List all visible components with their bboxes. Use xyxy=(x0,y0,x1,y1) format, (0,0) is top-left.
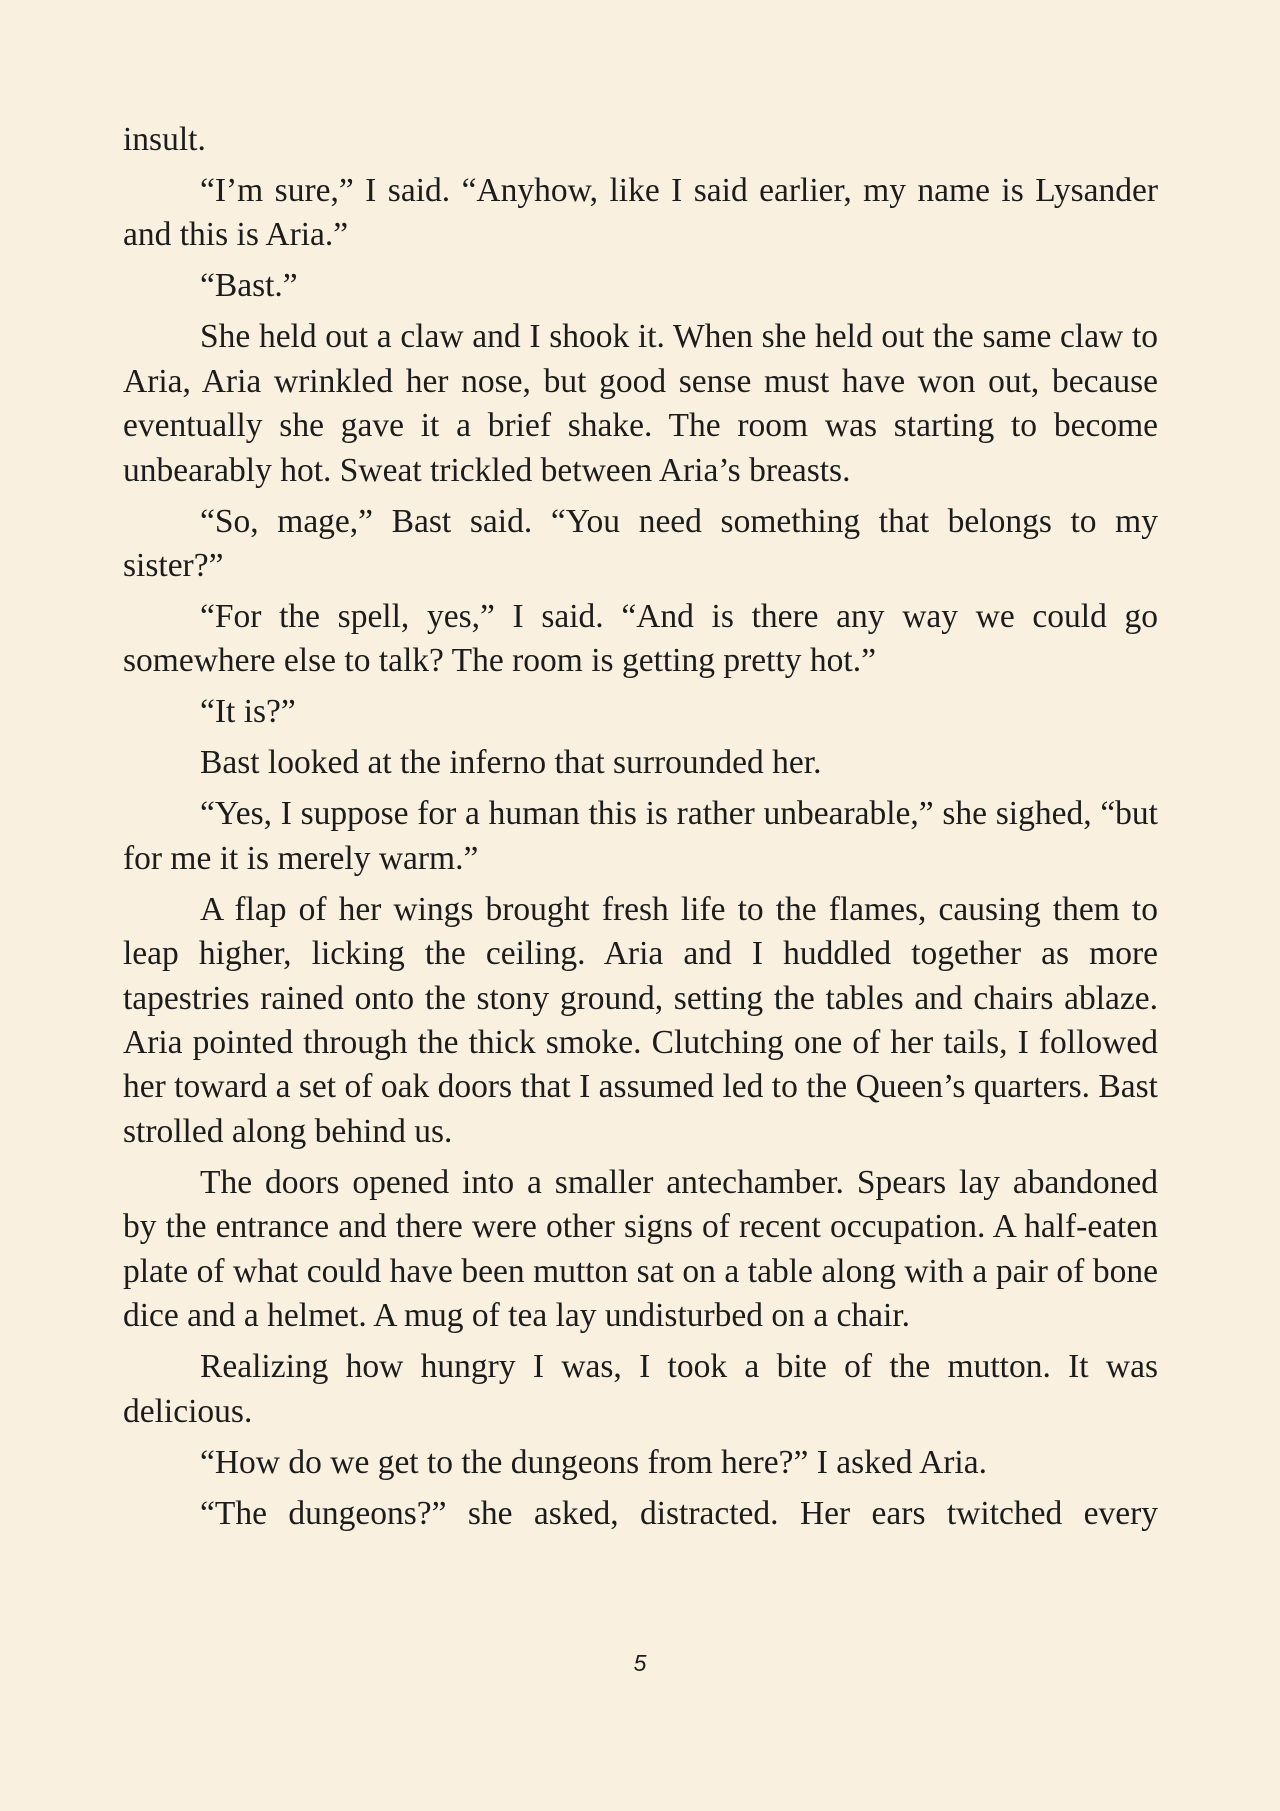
paragraph: Bast looked at the inferno that surrounded her. xyxy=(200,744,822,782)
paragraph: “Bast.” xyxy=(200,267,298,305)
paragraph: “For the spell, yes,” I said. “And is there any way we could go somewhere else to talk? The room is getting pretty hot.” xyxy=(123,598,1158,680)
paragraph: She held out a claw and I shook it. When she held out the same claw to Aria, Aria wrinkled her nose, but good sense must have won out, because eventually she gave it a brief shake. The room was starting to become unbearably hot. Sweat trickled between Aria’s breasts. xyxy=(123,318,1158,489)
paragraph: A flap of her wings brought fresh life to the flames, causing them to leap higher, licking the ceiling. Aria and I huddled together as more tapestries rained onto the stony ground, setting the tables and chairs ablaze. Aria pointed through the thick smoke. Clutching one of her tails, I followed her toward a set of oak doors that I assumed led to the Queen’s quarters. Bast strolled along behind us. xyxy=(123,890,1158,1150)
paragraph: “It is?” xyxy=(200,693,296,731)
page-number: 5 xyxy=(633,1650,647,1676)
paragraph: The doors opened into a smaller antechamber. Spears lay abandoned by the entrance and there were other signs of recent occupation. A half-eaten plate of what could have been mutton sat on a table along with a pair of bone dice and a helmet. A mug of tea lay undisturbed on a chair. xyxy=(123,1163,1158,1335)
paragraph: “I’m sure,” I said. “Anyhow, like I said earlier, my name is Lysander and this is Aria.” xyxy=(123,172,1158,254)
paragraph: “So, mage,” Bast said. “You need something that belongs to my sister?” xyxy=(123,502,1158,585)
paragraph: “The dungeons?” she asked, distracted. Her ears twitched every xyxy=(200,1494,1158,1532)
paragraph: “How do we get to the dungeons from here?” I asked Aria. xyxy=(200,1443,987,1481)
body-text xyxy=(123,118,1158,1543)
paragraph: “Yes, I suppose for a human this is rather unbearable,” she sighed, “but for me it is merely warm.” xyxy=(123,795,1158,877)
paragraph: insult. xyxy=(123,121,206,158)
paragraph: Realizing how hungry I was, I took a bite of the mutton. It was delicious. xyxy=(123,1348,1158,1430)
